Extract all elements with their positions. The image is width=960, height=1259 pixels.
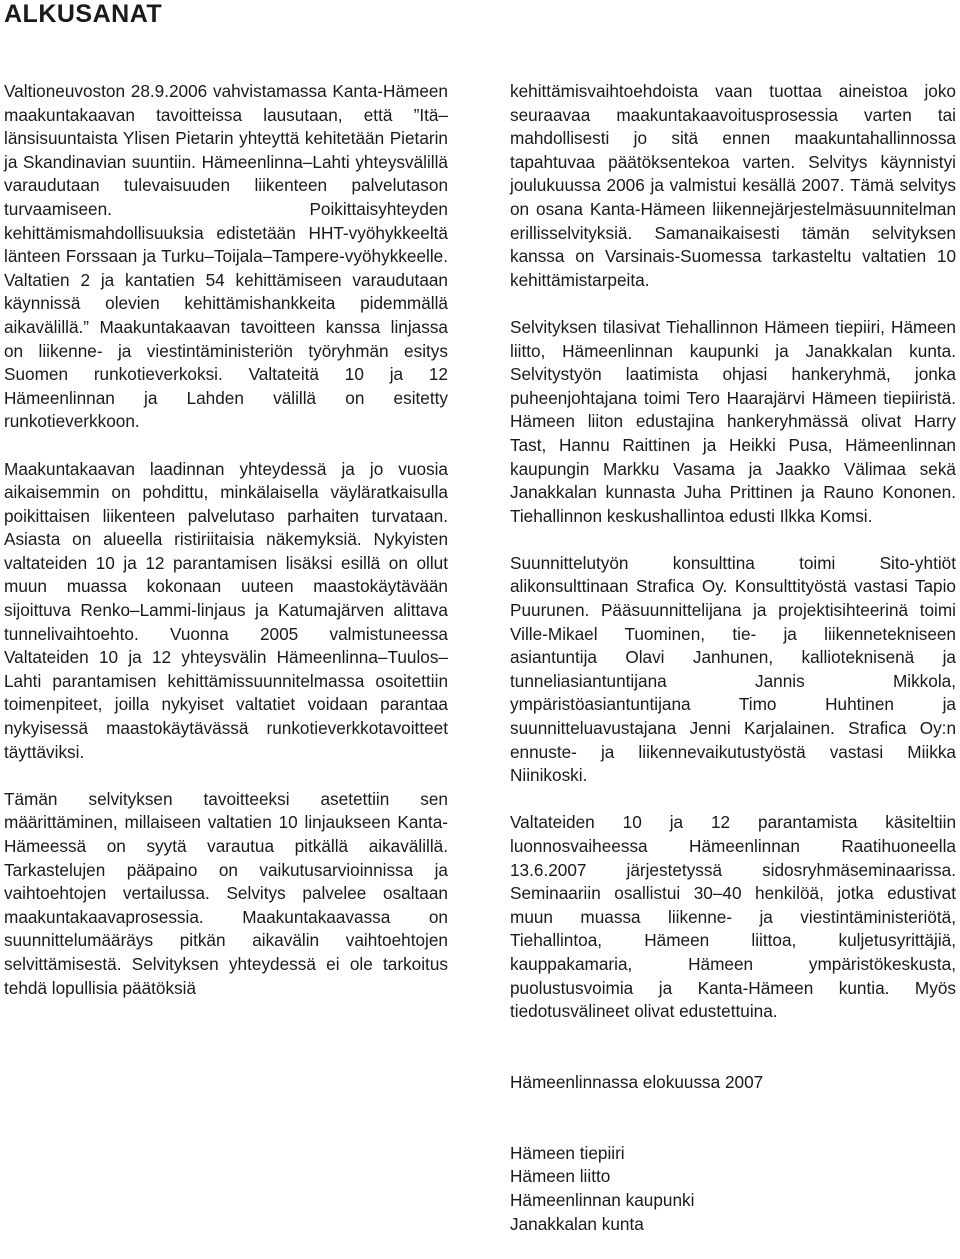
signatory-list bbox=[510, 1142, 956, 1236]
paragraph: Suunnittelutyön konsulttina toimi Sito-yhtiöt alikonsulttinaan Strafica Oy. Konsulttityöstä vastasi Tapio Puurunen. Pääsuunnittelijana ja projektisihteerinä toimi Ville-Mikael Tuominen, tie- ja liikennetekniseen asiantuntija Olavi Janhunen, kallioteknisenä ja tunneliasiantuntijana Jannis Mikkola, ympäristöasiantuntijana Timo Huhtinen ja suunnitteluavustajana Jenni Karjalainen. Strafica Oy:n ennuste- ja liikennevaikutustyöstä vastasi Miikka Niinikoski. bbox=[510, 552, 956, 786]
paragraph: Valtateiden 10 ja 12 parantamista käsiteltiin luonnosvaiheessa Hämeenlinnan Raatihuoneella 13.6.2007 järjestetyssä sidosryhmäseminaarissa. Seminaariin osallistui 30–40 henkilöä, jotka edustivat muun muassa liikenne- ja viestintäministeriötä, Tiehallintoa, Hämeen liittoa, kuljetusyrittäjiä, kauppakamaria, Hämeen ympäristökeskusta, puolustusvoimia ja Kanta-Hämeen kuntia. Myös tiedotusvälineet olivat edustettuina. bbox=[510, 812, 956, 1022]
paragraph: kehittämisvaihtoehdoista vaan tuottaa aineistoa joko seuraavaa maakuntakaavoitusprosessia varten tai mahdollisesti jo sitä ennen maakuntahallinnossa tapahtuvaa päätöksentekoa varten. Selvitys käynnistyi joulukuussa 2006 ja valmistui kesällä 2007. Tämä selvitys on osana Kanta-Hämeen liikennejärjestelmäsuunnitelman erillisselvityksiä. Samanaikaisesti tämän selvityksen kanssa on Varsinais-Suomessa tarkasteltu valtatien 10 kehittämistarpeita. bbox=[510, 81, 956, 290]
paragraph: Valtioneuvoston 28.9.2006 vahvistamassa Kanta-Hämeen maakuntakaavan tavoitteissa lausutaan, että ”Itä–länsisuuntaista Ylisen Pietarin yhteyttä kehitetään Pietarin ja Skandinavian suuntiin. Hämeenlinna–Lahti yhteysvälillä varaudutaan tulevaisuuden liikenteen palvelutason turvaamiseen. Poikittaisyhteyden kehittämismahdollisuuksia edistetään HHT-vyöhykkeeltä länteen Forssaan ja Turku–Toijala–Tampere-vyöhykkeelle. Valtatien 2 ja kantatien 54 kehittämiseen varaudutaan käynnissä olevien kehittämishankkeita pidemmällä aikavälillä.” Maakuntakaavan tavoitteen kanssa linjassa on liikenne- ja viestintäministeriön työryhmän esitys Suomen runkotieverkoksi. Valtateitä 10 ja 12 Hämeenlinnan ja Lahden välillä on esitetty runkotieverkkoon. bbox=[4, 81, 448, 432]
place-date: Hämeenlinnassa elokuussa 2007 bbox=[510, 1071, 764, 1092]
paragraph: Selvityksen tilasivat Tiehallinnon Hämeen tiepiiri, Hämeen liitto, Hämeenlinnan kaupunki ja Janakkalan kunta. Selvitystyön laatimista ohjasi hankeryhmä, jonka puheenjohtajana toimi Tero Haarajärvi Hämeen tiepiiristä. Hämeen liiton edustajina hankeryhmässä olivat Harry Tast, Hannu Raittinen ja Heikki Pusa, Hämeenlinnan kaupungin Markku Vasama ja Jaakko Välimaa sekä Janakkalan kunnasta Juha Prittinen ja Rauno Kononen. Tiehallinnon keskushallintoa edusti Ilkka Komsi. bbox=[510, 316, 956, 526]
signatory: Hämeen liitto bbox=[510, 1166, 611, 1187]
paragraph: Maakuntakaavan laadinnan yhteydessä ja jo vuosia aikaisemmin on pohdittu, minkälaisella väyläratkaisulla poikittaisen liikenteen palvelutaso parhaiten turvataan. Asiasta on alueella ristiriitaisia näkemyksiä. Nykyisten valtateiden 10 ja 12 parantamisen lisäksi esillä on ollut muun muassa kokonaan uuteen maastokäytävään sijoittuva Renko–Lammi-linjaus ja Katumajärven alittava tunnelivaihtoehto. Vuonna 2005 valmistuneessa Valtateiden 10 ja 12 yhteysvälin Hämeenlinna–Tuulos–Lahti parantamisen kehittämissuunnitelmassa osoitettiin toimenpiteet, joilla nykyiset valtatiet voidaan parantaa nykyisessä maastokäytävässä runkotieverkkotavoitteet täyttäviksi. bbox=[4, 458, 448, 762]
left-column bbox=[4, 80, 448, 1024]
right-column bbox=[510, 80, 956, 1236]
page-title: ALKUSANAT bbox=[4, 0, 163, 28]
paragraph: Tämän selvityksen tavoitteeksi asetettiin sen määrittäminen, millaiseen valtatien 10 linjaukseen Kanta-Hämeessä on syytä varautua pitkällä aikavälillä. Tarkastelujen pääpaino on vaikutusarvioinnissa ja vaihtoehtojen vertailussa. Selvitys palvelee osaltaan maakuntakaavaprosessia. Maakuntakaavassa on suunnittelumääräys pitkän aikavälin vaihtoehtojen selvittämisestä. Selvityksen yhteydessä ei ole tarkoitus tehdä lopullisia päätöksiä bbox=[4, 788, 448, 998]
signatory: Hämeenlinnan kaupunki bbox=[510, 1189, 695, 1210]
signatory: Janakkalan kunta bbox=[510, 1213, 644, 1234]
signatory: Hämeen tiepiiri bbox=[510, 1142, 625, 1163]
